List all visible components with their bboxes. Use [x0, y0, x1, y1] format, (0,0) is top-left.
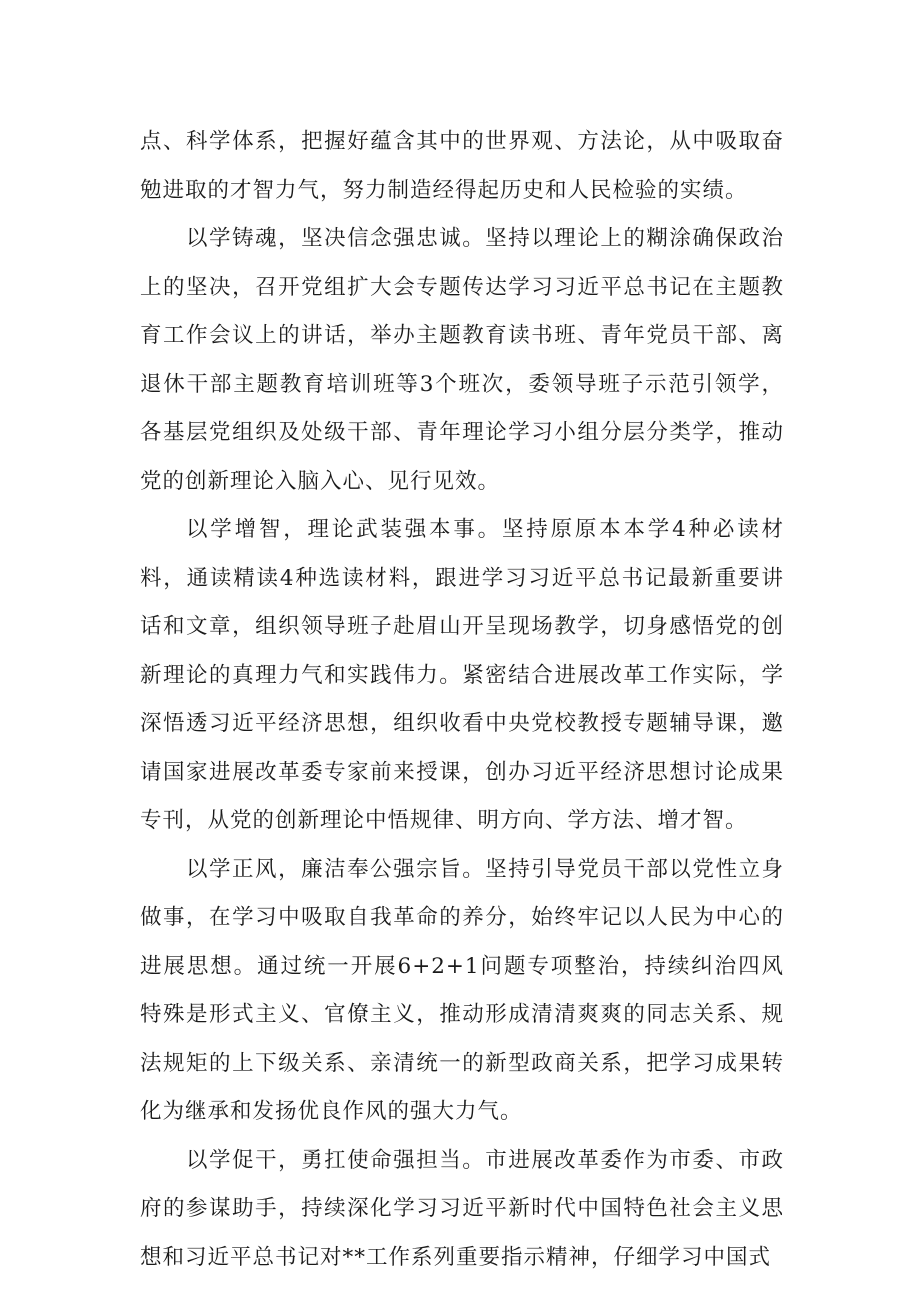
paragraph-study-action: 以学促干，勇扛使命强担当。市进展改革委作为市委、市政府的参谋助手，持续深化学习习近平新时代中国特色社会主义思想和习近平总书记对**工作系列重要指示精神，仔细学习中国式	[140, 1147, 784, 1270]
paragraph-continuation: 点、科学体系，把握好蕴含其中的世界观、方法论，从中吸取奋勉进取的才智力气，努力制造经得起历史和人民检验的实绩。	[140, 129, 784, 203]
document-page	[140, 118, 784, 1282]
paragraph-study-soul: 以学铸魂，坚决信念强忠诚。坚持以理论上的糊涂确保政治上的坚决，召开党组扩大会专题传达学习习近平总书记在主题教育工作会议上的讲话，举办主题教育读书班、青年党员干部、离退休干部主题教育培训班等3个班次，委领导班子示范引领学，各基层党组织及处级干部、青年理论学习小组分层分类学，推动党的创新理论入脑入心、见行见效。	[140, 226, 784, 494]
paragraph-study-style: 以学正风，廉洁奉公强宗旨。坚持引导党员干部以党性立身做事，在学习中吸取自我革命的养分，始终牢记以人民为中心的进展思想。通过统一开展6+2+1问题专项整治，持续纠治四风特殊是形式主义、官僚主义，推动形成清清爽爽的同志关系、规法规矩的上下级关系、亲清统一的新型政商关系，把学习成果转化为继承和发扬优良作风的强大力气。	[140, 856, 784, 1124]
paragraph-study-wisdom: 以学增智，理论武装强本事。坚持原原本本学4种必读材料，通读精读4种选读材料，跟进学习习近平总书记最新重要讲话和文章，组织领导班子赴眉山开呈现场教学，切身感悟党的创新理论的真理力气和实践伟力。紧密结合进展改革工作实际，学深悟透习近平经济思想，组织收看中央党校教授专题辅导课，邀请国家进展改革委专家前来授课，创办习近平经济思想讨论成果专刊，从党的创新理论中悟规律、明方向、学方法、增才智。	[140, 517, 784, 833]
